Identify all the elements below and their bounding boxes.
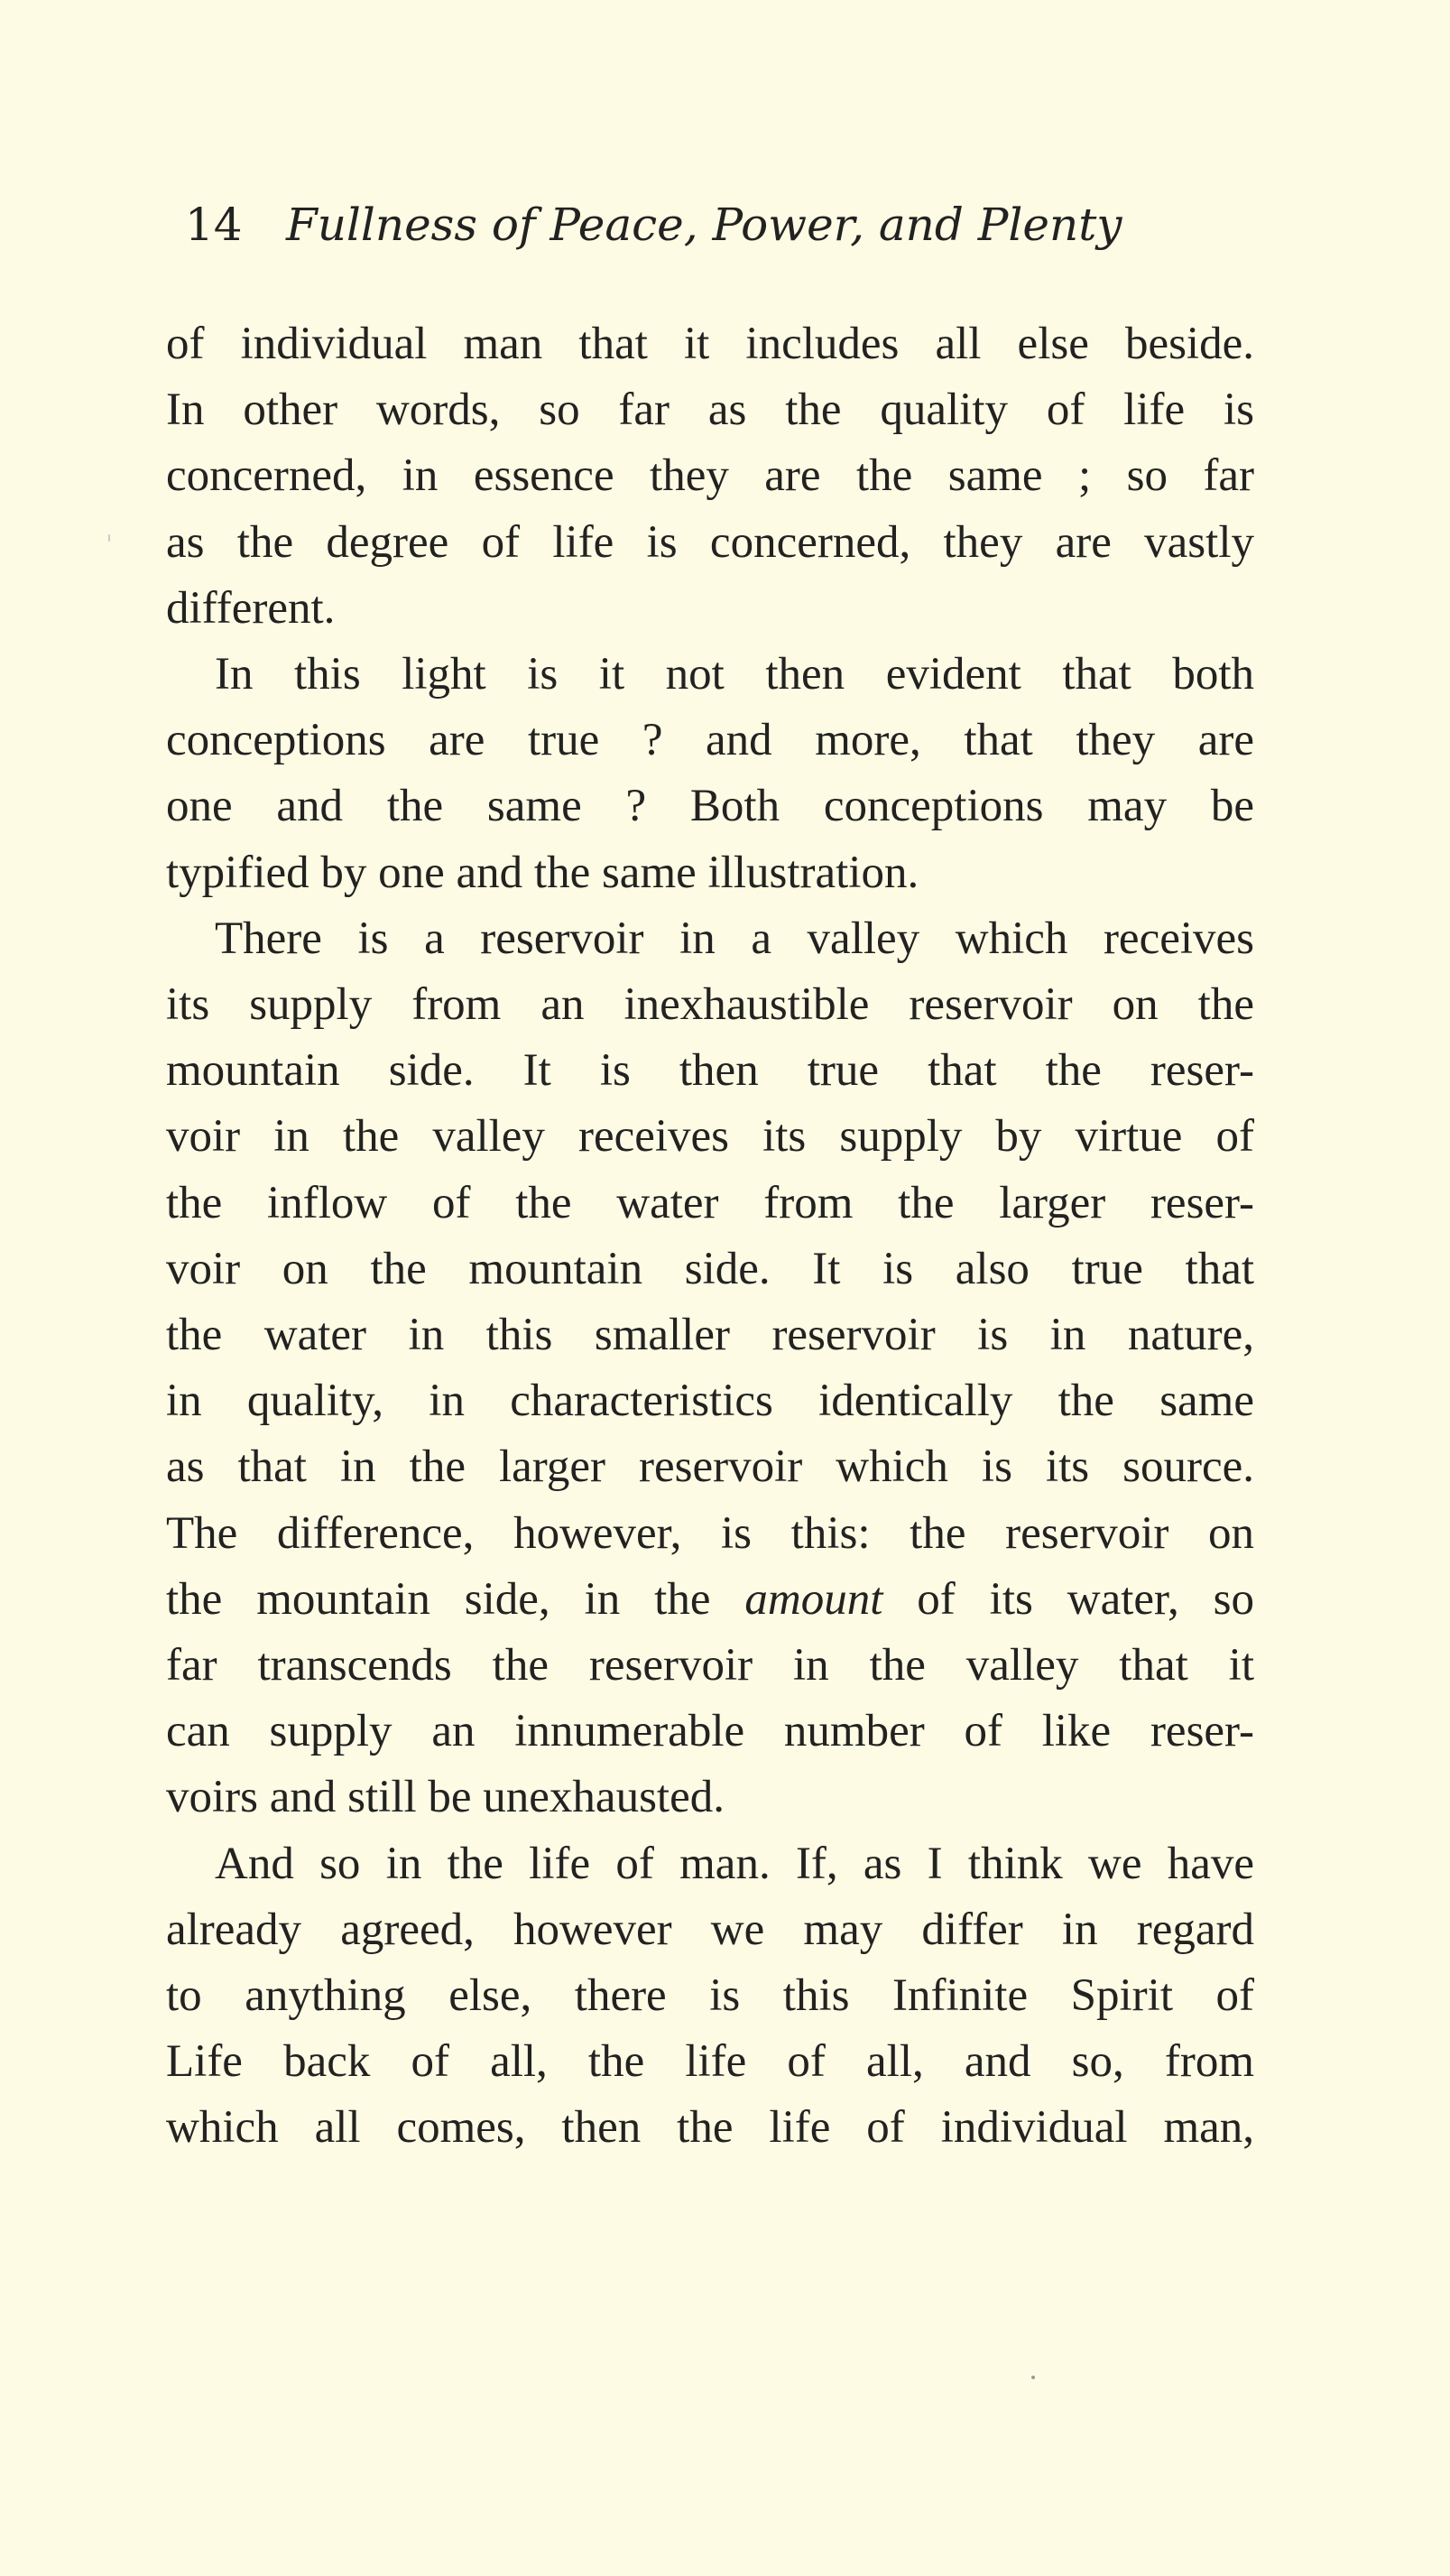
text-line: can supply an innumerable number of like reser- <box>166 1706 1254 1757</box>
emphasized-word: amount <box>744 1573 883 1625</box>
text-line: the inflow of the water from the larger reser- <box>166 1177 1254 1228</box>
text-fragment: the mountain side, in the <box>166 1573 711 1625</box>
paper-speck <box>108 534 110 542</box>
text-line: voirs and still be unexhausted. <box>166 1772 725 1823</box>
paragraph-2 <box>166 642 1254 906</box>
text-line-with-emphasis <box>166 1567 1254 1633</box>
text-line: of individual man that it includes all else beside. <box>166 319 1254 369</box>
paper-speck <box>1031 2376 1035 2379</box>
text-line: one and the same ? Both conceptions may be <box>166 781 1254 832</box>
text-line: And so in the life of man. If, as I think we have <box>215 1838 1254 1889</box>
text-line: as the degree of life is concerned, they are vastly <box>166 516 1254 568</box>
text-line: different. <box>166 582 336 634</box>
text-line: far transcends the reservoir in the valley that it <box>166 1640 1254 1691</box>
text-line: as that in the larger reservoir which is its source. <box>166 1441 1254 1493</box>
text-line: concerned, in essence they are the same ; so far <box>166 450 1254 502</box>
text-line: In this light is it not then evident that both <box>215 649 1254 700</box>
text-line: Life back of all, the life of all, and so, from <box>166 2036 1254 2088</box>
paragraph-3 <box>166 906 1254 1831</box>
body-text <box>166 311 1254 2162</box>
text-line: to anything else, there is this Infinite Spirit of <box>166 1970 1254 2022</box>
text-line: its supply from an inexhaustible reservoir on the <box>166 979 1254 1031</box>
text-line: already agreed, however we may differ in regard <box>166 1904 1254 1955</box>
text-line: The difference, however, is this: the reservoir on <box>166 1507 1254 1559</box>
text-line: mountain side. It is then true that the reser- <box>166 1045 1254 1097</box>
paragraph-4 <box>166 1831 1254 2162</box>
text-line: voir in the valley receives its supply by virtue of <box>166 1111 1254 1163</box>
text-line: which all comes, then the life of individual man, <box>166 2102 1254 2154</box>
text-line: voir on the mountain side. It is also true that <box>166 1243 1254 1294</box>
text-line: There is a reservoir in a valley which receives <box>215 913 1254 964</box>
text-line: conceptions are true ? and more, that they are <box>166 715 1254 766</box>
text-fragment: of its water, so <box>917 1573 1254 1625</box>
text-line: in quality, in characteristics identically the same <box>166 1376 1254 1427</box>
text-line: typified by one and the same illustration. <box>166 847 919 898</box>
page-number: 14 <box>185 199 243 251</box>
running-title: Fullness of Peace, Power, and Plenty <box>286 199 1122 251</box>
paragraph-1 <box>166 311 1254 642</box>
text-line: the water in this smaller reservoir is in nature, <box>166 1310 1254 1361</box>
text-line: In other words, so far as the quality of life is <box>166 385 1254 436</box>
